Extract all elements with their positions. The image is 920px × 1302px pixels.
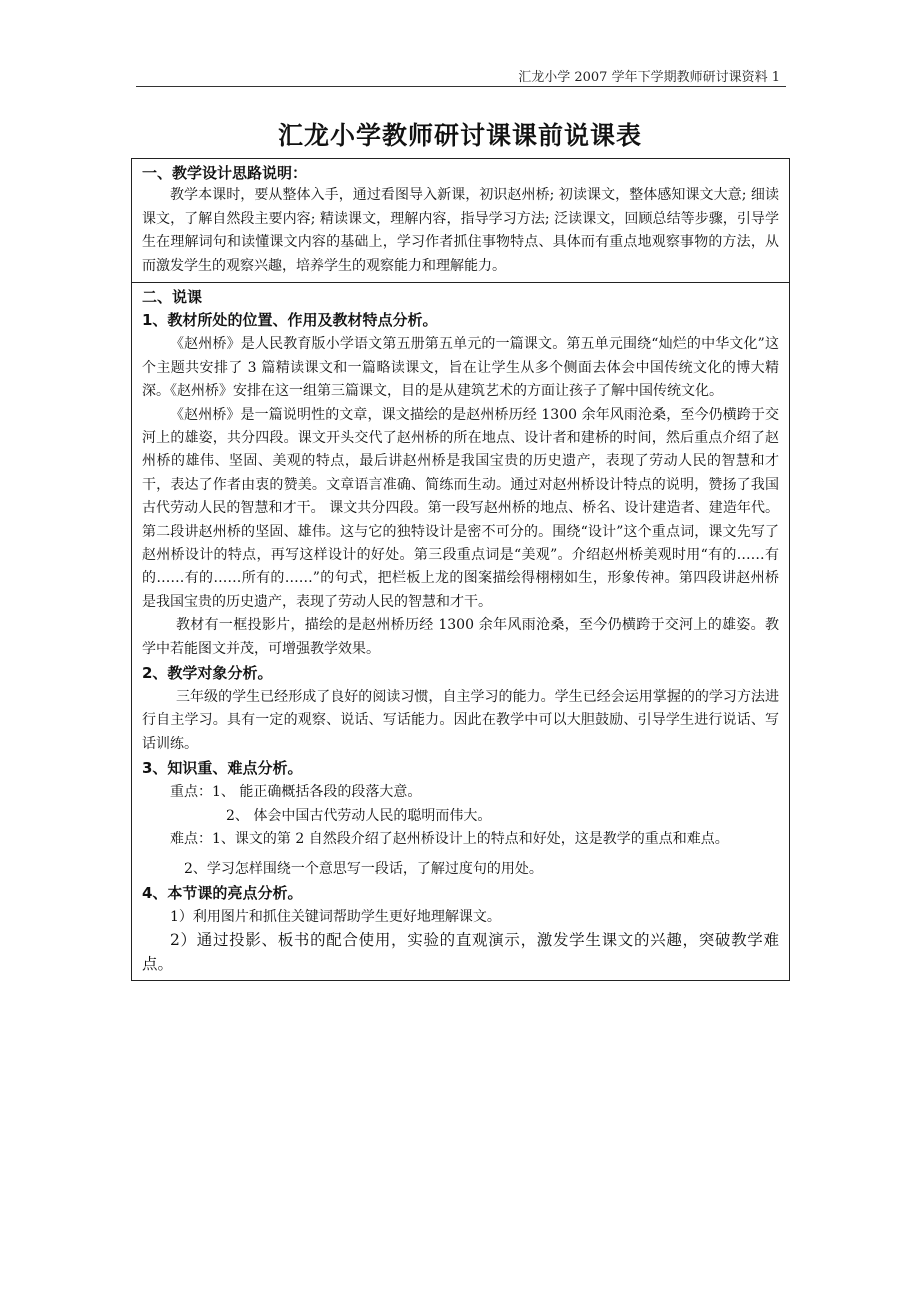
key-point-1: 重点：1、 能正确概括各段的段落大意。 (170, 784, 422, 801)
difficulty-2: 2、学习怎样围绕一个意思写一段话，了解过度句的用处。 (184, 860, 543, 877)
key-point-2: 2、 体会中国古代劳动人民的聪明而伟大。 (226, 807, 492, 824)
highlight-2: 2）通过投影、板书的配合使用，实验的直观演示，激发学生课文的兴趣，突破教学难点。 (142, 931, 779, 973)
lesson-form-table (131, 158, 790, 981)
document-header: 汇龙小学 2007 学年下学期教师研讨课资料 1 (518, 70, 780, 85)
design-rationale-cell (132, 159, 789, 282)
part1-paragraph-3: 教材有一框投影片，描绘的是赵州桥历经 1300 余年风雨沧桑，至今仍横跨于交河上的雄姿。教学中若能图文并茂，可增强教学效果。 (142, 617, 779, 657)
part1-paragraph-1: 《赵州桥》是人民教育版小学语文第五册第五单元的一篇课文。第五单元围绕“灿烂的中华文化”这个主题共安排了 3 篇精读课文和一篇略读课文，旨在让学生从多个侧面去体会中国传统文化的博大精深。《赵州桥》安排在这一组第三篇课文，目的是从建筑艺术的方面让孩子了解中国传统文化。 (142, 336, 779, 400)
header-divider (136, 86, 786, 87)
part3-title: 3、知识重、难点分析。 (142, 759, 303, 778)
highlight-1: 1）利用图片和抓住关键词帮助学生更好地理解课文。 (170, 908, 501, 925)
part2-title: 2、教学对象分析。 (142, 664, 273, 683)
design-rationale-text: 教学本课时，要从整体入手，通过看图导入新课，初识赵州桥; 初读课文，整体感知课文大意; 细读课文，了解自然段主要内容; 精读课文，理解内容，指导学习方法; 泛读课文，回顾总结等步骤，引导学生在理解词句和读懂课文内容的基础上，学习作者抓住事物特点、具体而有重点地观察事物的方法，从而激发学生的观察兴趣，培养学生的观察能力和理解能力。 (142, 187, 779, 274)
lesson-talk-cell (132, 282, 789, 980)
part4-title: 4、本节课的亮点分析。 (142, 883, 303, 902)
section2-title: 二、说课 (142, 288, 203, 307)
section1-title: 一、教学设计思路说明： (142, 164, 308, 182)
difficulty-1: 难点：1、课文的第 2 自然段介绍了赵州桥设计上的特点和好处，这是教学的重点和难点。 (170, 831, 729, 848)
part2-paragraph: 三年级的学生已经形成了良好的阅读习惯，自主学习的能力。学生已经会运用掌握的的学习方法进行自主学习。具有一定的观察、说话、写话能力。因此在教学中可以大胆鼓励、引导学生进行说话、写话训练。 (142, 689, 779, 752)
page-title: 汇龙小学教师研讨课课前说课表 (277, 121, 642, 150)
part1-title: 1、教材所处的位置、作用及教材特点分析。 (142, 311, 438, 330)
part1-paragraph-2: 《赵州桥》是一篇说明性的文章，课文描绘的是赵州桥历经 1300 余年风雨沧桑，至今仍横跨于交河上的雄姿，共分四段。课文开头交代了赵州桥的所在地点、设计者和建桥的时间，然后重点介绍了赵州桥的雄伟、坚固、美观的特点，最后讲赵州桥是我国宝贵的历史遗产，表现了劳动人民的智慧和才干，表达了作者由衷的赞美。文章语言准确、简练而生动。通过对赵州桥设计特点的说明，赞扬了我国古代劳动人民的智慧和才干。 课文共分四段。第一段写赵州桥的地点、桥名、设计建造者、建造年代。第二段讲赵州桥的坚固、雄伟。这与它的独特设计是密不可分的。围绕“设计”这个重点词，课文先写了赵州桥设计的特点，再写这样设计的好处。第三段重点词是“美观”。介绍赵州桥美观时用“有的……有的……有的……所有的……”的句式，把栏板上龙的图案描绘得栩栩如生，形象传神。第四段讲赵州桥是我国宝贵的历史遗产，表现了劳动人民的智慧和才干。 (142, 406, 779, 610)
